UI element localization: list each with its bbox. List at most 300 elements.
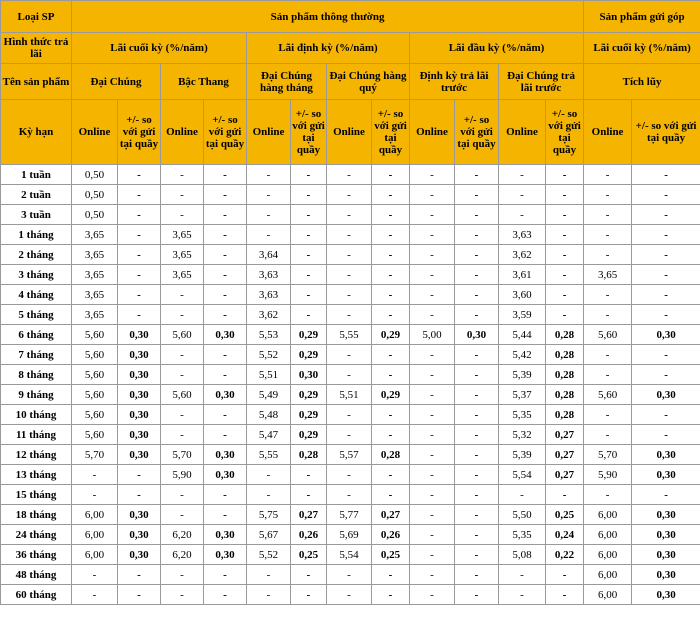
online-rate-cell: - bbox=[584, 205, 632, 225]
subheader-online: Online bbox=[327, 100, 372, 165]
diff-rate-cell: 0,30 bbox=[204, 525, 247, 545]
online-rate-cell: 5,60 bbox=[72, 325, 118, 345]
term-cell: 11 tháng bbox=[1, 425, 72, 445]
diff-rate-cell: - bbox=[372, 425, 410, 445]
online-rate-cell: - bbox=[584, 345, 632, 365]
online-rate-cell: - bbox=[584, 365, 632, 385]
online-rate-cell: 5,55 bbox=[327, 325, 372, 345]
diff-rate-cell: 0,30 bbox=[118, 545, 161, 565]
online-rate-cell: - bbox=[327, 305, 372, 325]
diff-rate-cell: 0,29 bbox=[291, 425, 327, 445]
diff-rate-cell: - bbox=[118, 465, 161, 485]
online-rate-cell: - bbox=[584, 405, 632, 425]
online-rate-cell: 5,60 bbox=[161, 385, 204, 405]
online-rate-cell: - bbox=[161, 585, 204, 605]
online-rate-cell: - bbox=[584, 225, 632, 245]
diff-rate-cell: 0,28 bbox=[291, 445, 327, 465]
online-rate-cell: 5,48 bbox=[247, 405, 291, 425]
online-rate-cell: 5,60 bbox=[72, 385, 118, 405]
table-row bbox=[1, 425, 700, 445]
diff-rate-cell: - bbox=[546, 485, 584, 505]
diff-rate-cell: - bbox=[372, 165, 410, 185]
online-rate-cell: - bbox=[161, 425, 204, 445]
diff-rate-cell: 0,30 bbox=[118, 445, 161, 465]
diff-rate-cell: 0,30 bbox=[118, 525, 161, 545]
product-tich-luy: Tích lũy bbox=[584, 64, 700, 100]
diff-rate-cell: - bbox=[118, 205, 161, 225]
diff-rate-cell: 0,30 bbox=[204, 465, 247, 485]
online-rate-cell: 5,50 bbox=[499, 505, 546, 525]
online-rate-cell: - bbox=[327, 585, 372, 605]
diff-rate-cell: - bbox=[546, 185, 584, 205]
term-cell: 9 tháng bbox=[1, 385, 72, 405]
online-rate-cell: 3,65 bbox=[72, 265, 118, 285]
online-rate-cell: 5,90 bbox=[161, 465, 204, 485]
table-row bbox=[1, 185, 700, 205]
online-rate-cell: 3,64 bbox=[247, 245, 291, 265]
table-row bbox=[1, 205, 700, 225]
online-rate-cell: 6,00 bbox=[584, 525, 632, 545]
online-rate-cell: - bbox=[247, 205, 291, 225]
term-cell: 6 tháng bbox=[1, 325, 72, 345]
diff-rate-cell: - bbox=[455, 285, 499, 305]
subheader-online: Online bbox=[72, 100, 118, 165]
online-rate-cell: - bbox=[410, 585, 455, 605]
subheader-online: Online bbox=[247, 100, 291, 165]
online-rate-cell: 5,54 bbox=[327, 545, 372, 565]
diff-rate-cell: - bbox=[455, 265, 499, 285]
term-cell: 10 tháng bbox=[1, 405, 72, 425]
term-cell: 8 tháng bbox=[1, 365, 72, 385]
table-row bbox=[1, 265, 700, 285]
online-rate-cell: - bbox=[410, 565, 455, 585]
diff-rate-cell: - bbox=[372, 305, 410, 325]
diff-rate-cell: - bbox=[118, 565, 161, 585]
diff-rate-cell: 0,30 bbox=[118, 365, 161, 385]
header-hinh-thuc-tra-lai: Hình thức trả lãi bbox=[1, 33, 72, 64]
diff-rate-cell: 0,30 bbox=[632, 585, 700, 605]
online-rate-cell: 5,60 bbox=[72, 405, 118, 425]
diff-rate-cell: - bbox=[632, 205, 700, 225]
rate-table-body bbox=[1, 165, 700, 605]
diff-rate-cell: - bbox=[291, 465, 327, 485]
term-cell: 1 tháng bbox=[1, 225, 72, 245]
table-row bbox=[1, 225, 700, 245]
online-rate-cell: - bbox=[327, 185, 372, 205]
diff-rate-cell: 0,30 bbox=[632, 445, 700, 465]
term-cell: 36 tháng bbox=[1, 545, 72, 565]
diff-rate-cell: - bbox=[546, 245, 584, 265]
online-rate-cell: - bbox=[410, 225, 455, 245]
term-cell: 1 tuần bbox=[1, 165, 72, 185]
diff-rate-cell: - bbox=[632, 185, 700, 205]
diff-rate-cell: - bbox=[455, 445, 499, 465]
online-rate-cell: - bbox=[410, 245, 455, 265]
online-rate-cell: 3,65 bbox=[161, 265, 204, 285]
online-rate-cell: - bbox=[72, 485, 118, 505]
online-rate-cell: 5,69 bbox=[327, 525, 372, 545]
diff-rate-cell: 0,28 bbox=[546, 345, 584, 365]
diff-rate-cell: - bbox=[546, 165, 584, 185]
term-cell: 3 tháng bbox=[1, 265, 72, 285]
online-rate-cell: - bbox=[410, 265, 455, 285]
online-rate-cell: - bbox=[327, 465, 372, 485]
online-rate-cell: - bbox=[499, 485, 546, 505]
diff-rate-cell: 0,27 bbox=[546, 425, 584, 445]
diff-rate-cell: - bbox=[118, 485, 161, 505]
diff-rate-cell: - bbox=[204, 305, 247, 325]
diff-rate-cell: 0,30 bbox=[204, 445, 247, 465]
online-rate-cell: - bbox=[161, 505, 204, 525]
table-row bbox=[1, 245, 700, 265]
online-rate-cell: 6,00 bbox=[72, 505, 118, 525]
online-rate-cell: 5,60 bbox=[161, 325, 204, 345]
diff-rate-cell: - bbox=[372, 185, 410, 205]
diff-rate-cell: - bbox=[372, 565, 410, 585]
diff-rate-cell: 0,28 bbox=[546, 325, 584, 345]
online-rate-cell: 6,20 bbox=[161, 525, 204, 545]
diff-rate-cell: - bbox=[455, 165, 499, 185]
diff-rate-cell: - bbox=[291, 265, 327, 285]
online-rate-cell: - bbox=[247, 565, 291, 585]
online-rate-cell: - bbox=[161, 565, 204, 585]
diff-rate-cell: 0,29 bbox=[291, 405, 327, 425]
subheader-diff: +/- so với gửi tại quầy bbox=[632, 100, 700, 165]
diff-rate-cell: - bbox=[632, 345, 700, 365]
diff-rate-cell: 0,29 bbox=[291, 345, 327, 365]
table-row bbox=[1, 485, 700, 505]
diff-rate-cell: 0,30 bbox=[204, 325, 247, 345]
online-rate-cell: 5,35 bbox=[499, 525, 546, 545]
diff-rate-cell: - bbox=[118, 245, 161, 265]
diff-rate-cell: - bbox=[455, 205, 499, 225]
diff-rate-cell: - bbox=[632, 305, 700, 325]
diff-rate-cell: - bbox=[632, 365, 700, 385]
table-row bbox=[1, 165, 700, 185]
online-rate-cell: - bbox=[327, 405, 372, 425]
diff-rate-cell: - bbox=[632, 485, 700, 505]
online-rate-cell: - bbox=[161, 485, 204, 505]
online-rate-cell: - bbox=[410, 365, 455, 385]
diff-rate-cell: 0,25 bbox=[291, 545, 327, 565]
diff-rate-cell: - bbox=[372, 265, 410, 285]
online-rate-cell: 5,57 bbox=[327, 445, 372, 465]
online-rate-cell: 3,65 bbox=[161, 225, 204, 245]
term-cell: 4 tháng bbox=[1, 285, 72, 305]
header-ky-han: Kỳ hạn bbox=[1, 100, 72, 165]
diff-rate-cell: - bbox=[372, 225, 410, 245]
diff-rate-cell: - bbox=[291, 185, 327, 205]
online-rate-cell: - bbox=[327, 265, 372, 285]
header-san-pham-thong-thuong: Sản phẩm thông thường bbox=[72, 1, 584, 33]
diff-rate-cell: 0,30 bbox=[118, 505, 161, 525]
online-rate-cell: 3,65 bbox=[584, 265, 632, 285]
online-rate-cell: - bbox=[247, 185, 291, 205]
online-rate-cell: - bbox=[161, 185, 204, 205]
diff-rate-cell: - bbox=[455, 485, 499, 505]
table-row bbox=[1, 585, 700, 605]
diff-rate-cell: - bbox=[455, 525, 499, 545]
online-rate-cell: - bbox=[410, 545, 455, 565]
diff-rate-cell: - bbox=[372, 345, 410, 365]
online-rate-cell: - bbox=[410, 525, 455, 545]
diff-rate-cell: - bbox=[455, 505, 499, 525]
diff-rate-cell: - bbox=[291, 245, 327, 265]
online-rate-cell: - bbox=[499, 565, 546, 585]
online-rate-cell: 5,60 bbox=[72, 425, 118, 445]
online-rate-cell: 5,42 bbox=[499, 345, 546, 365]
online-rate-cell: 5,37 bbox=[499, 385, 546, 405]
online-rate-cell: 0,50 bbox=[72, 205, 118, 225]
term-cell: 15 tháng bbox=[1, 485, 72, 505]
diff-rate-cell: - bbox=[632, 425, 700, 445]
online-rate-cell: - bbox=[410, 185, 455, 205]
term-cell: 3 tuần bbox=[1, 205, 72, 225]
subheader-diff: +/- so với gửi tại quầy bbox=[291, 100, 327, 165]
term-cell: 60 tháng bbox=[1, 585, 72, 605]
table-row bbox=[1, 325, 700, 345]
term-cell: 24 tháng bbox=[1, 525, 72, 545]
online-rate-cell: 3,65 bbox=[72, 225, 118, 245]
diff-rate-cell: - bbox=[372, 365, 410, 385]
term-cell: 18 tháng bbox=[1, 505, 72, 525]
diff-rate-cell: - bbox=[118, 305, 161, 325]
diff-rate-cell: 0,28 bbox=[372, 445, 410, 465]
online-rate-cell: 6,00 bbox=[584, 565, 632, 585]
diff-rate-cell: - bbox=[118, 225, 161, 245]
online-rate-cell: - bbox=[499, 205, 546, 225]
diff-rate-cell: 0,27 bbox=[291, 505, 327, 525]
online-rate-cell: 3,59 bbox=[499, 305, 546, 325]
diff-rate-cell: 0,28 bbox=[546, 385, 584, 405]
diff-rate-cell: - bbox=[204, 425, 247, 445]
diff-rate-cell: - bbox=[455, 565, 499, 585]
online-rate-cell: 3,63 bbox=[499, 225, 546, 245]
online-rate-cell: - bbox=[499, 185, 546, 205]
diff-rate-cell: 0,26 bbox=[372, 525, 410, 545]
table-row bbox=[1, 365, 700, 385]
online-rate-cell: 5,44 bbox=[499, 325, 546, 345]
diff-rate-cell: 0,30 bbox=[118, 345, 161, 365]
product-dai-chung-hang-quy: Đại Chúng hàng quý bbox=[327, 64, 410, 100]
subheader-online: Online bbox=[499, 100, 546, 165]
online-rate-cell: 3,62 bbox=[247, 305, 291, 325]
diff-rate-cell: - bbox=[455, 465, 499, 485]
online-rate-cell: 5,35 bbox=[499, 405, 546, 425]
diff-rate-cell: - bbox=[546, 585, 584, 605]
table-row bbox=[1, 405, 700, 425]
diff-rate-cell: - bbox=[546, 305, 584, 325]
online-rate-cell: 3,62 bbox=[499, 245, 546, 265]
online-rate-cell: - bbox=[72, 585, 118, 605]
diff-rate-cell: - bbox=[455, 585, 499, 605]
online-rate-cell: - bbox=[327, 285, 372, 305]
online-rate-cell: - bbox=[161, 285, 204, 305]
online-rate-cell: - bbox=[584, 165, 632, 185]
online-rate-cell: 5,39 bbox=[499, 445, 546, 465]
table-row bbox=[1, 525, 700, 545]
online-rate-cell: - bbox=[410, 445, 455, 465]
online-rate-cell: 3,65 bbox=[72, 285, 118, 305]
online-rate-cell: - bbox=[410, 385, 455, 405]
online-rate-cell: 5,32 bbox=[499, 425, 546, 445]
diff-rate-cell: 0,30 bbox=[118, 385, 161, 405]
online-rate-cell: - bbox=[72, 565, 118, 585]
diff-rate-cell: - bbox=[118, 585, 161, 605]
diff-rate-cell: 0,30 bbox=[632, 505, 700, 525]
online-rate-cell: - bbox=[327, 225, 372, 245]
diff-rate-cell: 0,25 bbox=[372, 545, 410, 565]
diff-rate-cell: 0,30 bbox=[118, 425, 161, 445]
online-rate-cell: - bbox=[161, 165, 204, 185]
diff-rate-cell: - bbox=[455, 545, 499, 565]
table-row bbox=[1, 565, 700, 585]
online-rate-cell: - bbox=[499, 585, 546, 605]
table-row bbox=[1, 385, 700, 405]
diff-rate-cell: - bbox=[455, 345, 499, 365]
diff-rate-cell: - bbox=[204, 205, 247, 225]
diff-rate-cell: - bbox=[632, 265, 700, 285]
table-row bbox=[1, 545, 700, 565]
online-rate-cell: 5,47 bbox=[247, 425, 291, 445]
online-rate-cell: - bbox=[247, 585, 291, 605]
diff-rate-cell: - bbox=[204, 185, 247, 205]
diff-rate-cell: - bbox=[372, 585, 410, 605]
diff-rate-cell: - bbox=[632, 285, 700, 305]
online-rate-cell: - bbox=[247, 225, 291, 245]
diff-rate-cell: - bbox=[291, 305, 327, 325]
online-rate-cell: 5,00 bbox=[410, 325, 455, 345]
diff-rate-cell: - bbox=[291, 165, 327, 185]
diff-rate-cell: - bbox=[204, 365, 247, 385]
diff-rate-cell: - bbox=[546, 285, 584, 305]
diff-rate-cell: - bbox=[546, 265, 584, 285]
diff-rate-cell: - bbox=[118, 265, 161, 285]
diff-rate-cell: 0,28 bbox=[546, 405, 584, 425]
diff-rate-cell: 0,30 bbox=[632, 565, 700, 585]
online-rate-cell: 5,52 bbox=[247, 345, 291, 365]
diff-rate-cell: 0,30 bbox=[118, 325, 161, 345]
diff-rate-cell: - bbox=[372, 485, 410, 505]
online-rate-cell: 5,60 bbox=[72, 345, 118, 365]
diff-rate-cell: 0,30 bbox=[632, 525, 700, 545]
online-rate-cell: 3,65 bbox=[72, 305, 118, 325]
header-lai-dinh-ky: Lãi định kỳ (%/năm) bbox=[247, 33, 410, 64]
online-rate-cell: 5,49 bbox=[247, 385, 291, 405]
subheader-diff: +/- so với gửi tại quầy bbox=[118, 100, 161, 165]
diff-rate-cell: - bbox=[204, 165, 247, 185]
diff-rate-cell: - bbox=[204, 285, 247, 305]
diff-rate-cell: - bbox=[291, 205, 327, 225]
term-cell: 7 tháng bbox=[1, 345, 72, 365]
online-rate-cell: - bbox=[161, 365, 204, 385]
online-rate-cell: - bbox=[410, 465, 455, 485]
product-dai-chung: Đại Chúng bbox=[72, 64, 161, 100]
table-row bbox=[1, 505, 700, 525]
diff-rate-cell: - bbox=[372, 205, 410, 225]
header-lai-cuoi-ky: Lãi cuối kỳ (%/năm) bbox=[72, 33, 247, 64]
online-rate-cell: 3,61 bbox=[499, 265, 546, 285]
online-rate-cell: 5,60 bbox=[584, 385, 632, 405]
online-rate-cell: - bbox=[410, 505, 455, 525]
online-rate-cell: 6,00 bbox=[72, 545, 118, 565]
diff-rate-cell: - bbox=[455, 245, 499, 265]
online-rate-cell: - bbox=[161, 205, 204, 225]
diff-rate-cell: 0,27 bbox=[546, 445, 584, 465]
diff-rate-cell: - bbox=[632, 225, 700, 245]
online-rate-cell: - bbox=[327, 245, 372, 265]
header-lai-cuoi-ky-gui-gop: Lãi cuối kỳ (%/năm) bbox=[584, 33, 700, 64]
online-rate-cell: 5,70 bbox=[72, 445, 118, 465]
online-rate-cell: 5,54 bbox=[499, 465, 546, 485]
diff-rate-cell: - bbox=[372, 465, 410, 485]
online-rate-cell: - bbox=[161, 405, 204, 425]
online-rate-cell: - bbox=[584, 245, 632, 265]
diff-rate-cell: - bbox=[204, 505, 247, 525]
diff-rate-cell: 0,30 bbox=[632, 465, 700, 485]
online-rate-cell: - bbox=[410, 345, 455, 365]
subheader-diff: +/- so với gửi tại quầy bbox=[204, 100, 247, 165]
diff-rate-cell: 0,24 bbox=[546, 525, 584, 545]
product-dai-chung-hang-thang: Đại Chúng hàng tháng bbox=[247, 64, 327, 100]
diff-rate-cell: - bbox=[455, 305, 499, 325]
online-rate-cell: 5,70 bbox=[584, 445, 632, 465]
diff-rate-cell: - bbox=[632, 405, 700, 425]
online-rate-cell: - bbox=[410, 405, 455, 425]
diff-rate-cell: 0,30 bbox=[204, 385, 247, 405]
online-rate-cell: 5,75 bbox=[247, 505, 291, 525]
term-cell: 5 tháng bbox=[1, 305, 72, 325]
product-dinh-ky-tra-lai-truoc: Định kỳ trả lãi trước bbox=[410, 64, 499, 100]
diff-rate-cell: 0,28 bbox=[546, 365, 584, 385]
online-rate-cell: - bbox=[247, 485, 291, 505]
diff-rate-cell: 0,29 bbox=[372, 325, 410, 345]
online-rate-cell: - bbox=[161, 305, 204, 325]
online-rate-cell: 0,50 bbox=[72, 185, 118, 205]
table-row bbox=[1, 345, 700, 365]
diff-rate-cell: - bbox=[204, 565, 247, 585]
diff-rate-cell: 0,27 bbox=[546, 465, 584, 485]
online-rate-cell: 5,90 bbox=[584, 465, 632, 485]
diff-rate-cell: - bbox=[546, 565, 584, 585]
table-row bbox=[1, 305, 700, 325]
diff-rate-cell: - bbox=[455, 425, 499, 445]
diff-rate-cell: 0,27 bbox=[372, 505, 410, 525]
online-rate-cell: 5,52 bbox=[247, 545, 291, 565]
online-rate-cell: 5,55 bbox=[247, 445, 291, 465]
online-rate-cell: 6,00 bbox=[72, 525, 118, 545]
diff-rate-cell: - bbox=[204, 225, 247, 245]
term-cell: 13 tháng bbox=[1, 465, 72, 485]
diff-rate-cell: - bbox=[204, 485, 247, 505]
subheader-online: Online bbox=[161, 100, 204, 165]
online-rate-cell: 3,60 bbox=[499, 285, 546, 305]
diff-rate-cell: 0,30 bbox=[204, 545, 247, 565]
diff-rate-cell: 0,29 bbox=[372, 385, 410, 405]
diff-rate-cell: - bbox=[291, 585, 327, 605]
header-san-pham-gui-gop: Sản phẩm gửi góp bbox=[584, 1, 700, 33]
diff-rate-cell: - bbox=[455, 405, 499, 425]
term-cell: 2 tuần bbox=[1, 185, 72, 205]
diff-rate-cell: - bbox=[118, 165, 161, 185]
diff-rate-cell: - bbox=[291, 485, 327, 505]
diff-rate-cell: 0,22 bbox=[546, 545, 584, 565]
diff-rate-cell: - bbox=[632, 165, 700, 185]
online-rate-cell: - bbox=[410, 165, 455, 185]
subheader-diff: +/- so với gửi tại quầy bbox=[372, 100, 410, 165]
online-rate-cell: - bbox=[247, 165, 291, 185]
table-row bbox=[1, 465, 700, 485]
